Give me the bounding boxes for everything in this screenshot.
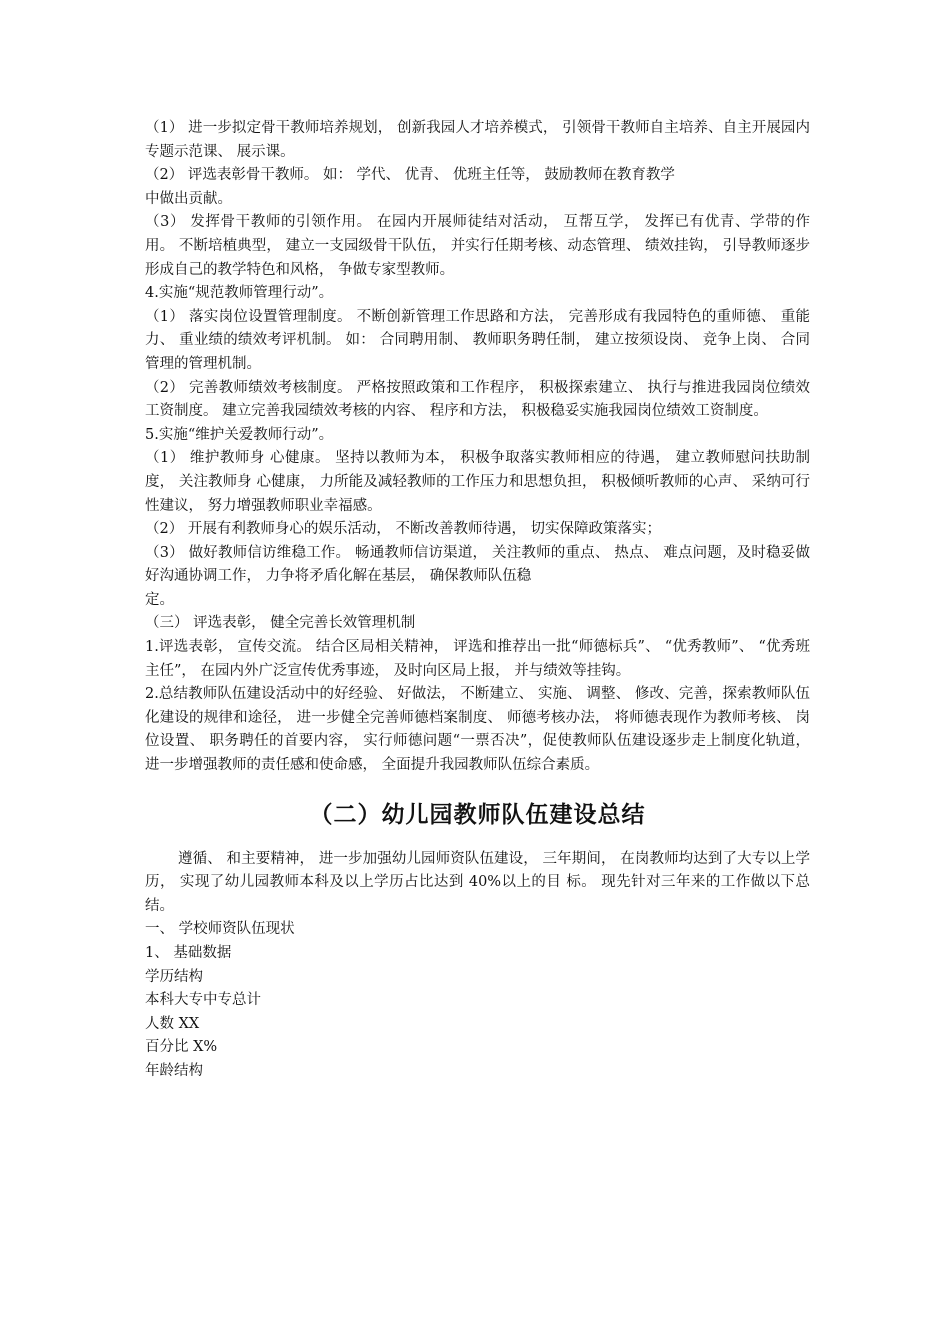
education-columns-line: 本科大专中专总计 bbox=[145, 992, 261, 1009]
paragraph-management-2: （2） 完善教师绩效考核制度。 严格按照政策和工作程序， 积极探索建立、 执行与推进我园岗位绩效工资制度。 建立完善我园绩效考核的内容、 程序和方法， 积极稳妥实施我园岗位绩效工资制度。 bbox=[145, 379, 810, 420]
paragraph-backbone-2-cont: 中做出贡献。 bbox=[145, 190, 232, 207]
paragraph-award-1: 1.评选表彰， 宣传交流。 结合区局相关精神， 评选和推荐出一批“师德标兵”、 “优秀教师”、 “优秀班主任”， 在园内外广泛宣传优秀事迹， 及时向区局上报， 并与绩效等挂钩。 bbox=[145, 639, 810, 679]
paragraph-care-3: （3） 做好教师信访维稳工作。 畅通教师信访渠道， 关注教师的重点、 热点、 难点问题，及时稳妥做好沟通协调工作， 力争将矛盾化解在基层， 确保教师队伍稳 bbox=[145, 544, 810, 585]
section-title-4: 4.实施“规范教师管理行动”。 bbox=[145, 285, 334, 302]
status-title: 一、 学校师资队伍现状 bbox=[145, 921, 295, 938]
paragraph-care-1: （1） 维护教师身 心健康。 坚持以教师为本， 积极争取落实教师相应的待遇， 建立教师慰问扶助制度， 关注教师身 心健康， 力所能及减轻教师的工作压力和思想负担， 积极倾听教师的心声、 采纳可行性建议， 努力增强教师职业幸福感。 bbox=[145, 450, 810, 514]
paragraph-award-2: 2.总结教师队伍建设活动中的好经验、 好做法， 不断建立、 实施、 调整、 修改、完善，探索教师队伍化建设的规律和途径， 进一步健全完善师德档案制度、 师德考核办法， 将师德表现作为教师考核、 岗位设置、 职务聘任的首要内容， 实行师德问题“一票否决”，促使教师队伍建设逐步走上制度化轨道， 进一步增强教师的责任感和使命感， 全面提升我园教师队伍综合素质。 bbox=[145, 686, 810, 774]
age-structure-label: 年龄结构 bbox=[145, 1062, 203, 1079]
document-page bbox=[145, 117, 810, 1084]
paragraph-care-2: （2） 开展有利教师身心的娱乐活动， 不断改善教师待遇， 切实保障政策落实； bbox=[145, 521, 662, 538]
basic-data-title: 1、 基础数据 bbox=[145, 945, 232, 961]
intro-paragraph: 遵循、 和主要精神， 进一步加强幼儿园师资队伍建设， 三年期间， 在岗教师均达到了大专以上学历， 实现了幼儿园教师本科及以上学历占比达到 40%以上的目 标。 现先针对三年来的工作做以下总结。 bbox=[145, 850, 810, 914]
section-title-3: （三） 评选表彰， 健全完善长效管理机制 bbox=[145, 615, 416, 632]
section-title-5: 5.实施“维护关爱教师行动”。 bbox=[145, 426, 334, 443]
headcount-line: 人数 XX bbox=[145, 1015, 200, 1032]
percentage-line: 百分比 X% bbox=[145, 1039, 218, 1056]
paragraph-management-1: （1） 落实岗位设置管理制度。 不断创新管理工作思路和方法， 完善形成有我园特色的重师德、 重能力、 重业绩的绩效考评机制。 如： 合同聘用制、 教师职务聘任制， 建立按须设岗、 竞争上岗、 合同管理的管理机制。 bbox=[145, 308, 810, 372]
paragraph-backbone-3: （3） 发挥骨干教师的引领作用。 在园内开展师徒结对活动， 互帮互学， 发挥已有优青、学带的作用。 不断培植典型， 建立一支园级骨干队伍， 并实行任期考核、动态管理、 绩效挂钩， 引导教师逐步形成自己的教学特色和风格， 争做专家型教师。 bbox=[145, 214, 810, 278]
paragraph-backbone-2: （2） 评选表彰骨干教师。 如： 学代、 优青、 优班主任等， 鼓励教师在教育教学 bbox=[145, 167, 675, 184]
paragraph-care-3-cont: 定。 bbox=[145, 591, 174, 608]
paragraph-backbone-1: （1） 进一步拟定骨干教师培养规划， 创新我园人才培养模式， 引领骨干教师自主培养、自主开展园内专题示范课、 展示课。 bbox=[145, 120, 810, 160]
education-structure-label: 学历结构 bbox=[145, 968, 203, 985]
document-heading: （二）幼儿园教师队伍建设总结 bbox=[309, 800, 646, 828]
